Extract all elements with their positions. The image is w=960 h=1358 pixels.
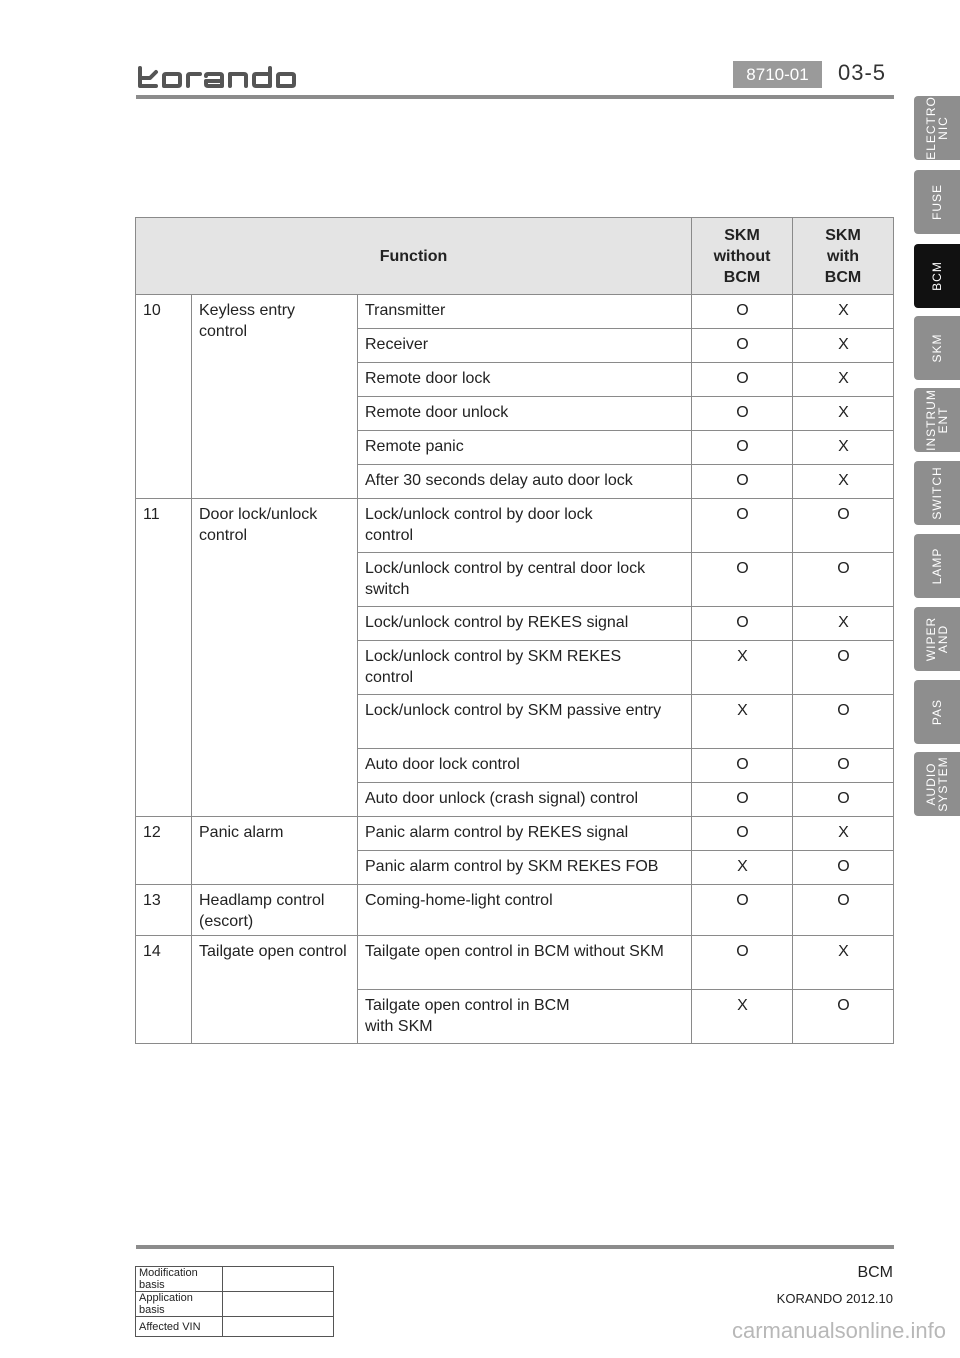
- tab-label: SKM: [930, 333, 944, 363]
- tab-label: FUSE: [930, 183, 944, 221]
- value-skm-without-bcm: X: [692, 641, 793, 695]
- value-skm-without-bcm: X: [692, 695, 793, 749]
- value-skm-with-bcm: O: [793, 553, 894, 607]
- table-row: [136, 936, 894, 990]
- function-name: Tailgate open control: [192, 936, 358, 1044]
- value-skm-with-bcm: X: [793, 295, 894, 329]
- table-row: [136, 885, 894, 936]
- value-skm-with-bcm: O: [793, 783, 894, 817]
- tab-switch[interactable]: [914, 461, 960, 525]
- modbox-label: Affected VIN: [136, 1317, 223, 1337]
- value-skm-with-bcm: O: [793, 749, 894, 783]
- function-description: Remote door unlock: [358, 397, 692, 431]
- function-name: Keyless entry control: [192, 295, 358, 499]
- tab-electronic[interactable]: [914, 96, 960, 160]
- value-skm-with-bcm: O: [793, 885, 894, 936]
- function-description: Tailgate open control in BCM without SKM: [358, 936, 692, 990]
- tab-skm[interactable]: [914, 316, 960, 380]
- tab-label: INSTRUM ENT: [924, 389, 950, 451]
- function-description: Panic alarm control by REKES signal: [358, 817, 692, 851]
- function-number: 10: [136, 295, 192, 499]
- value-skm-without-bcm: X: [692, 851, 793, 885]
- value-skm-without-bcm: O: [692, 363, 793, 397]
- function-description: Tailgate open control in BCM with SKM: [358, 990, 692, 1044]
- header-divider: [136, 95, 894, 99]
- table-row: [136, 817, 894, 851]
- function-description: Lock/unlock control by central door lock switch: [358, 553, 692, 607]
- value-skm-without-bcm: O: [692, 431, 793, 465]
- function-table: [135, 217, 894, 1044]
- value-skm-with-bcm: X: [793, 465, 894, 499]
- function-number: 11: [136, 499, 192, 817]
- function-description: Auto door unlock (crash signal) control: [358, 783, 692, 817]
- table-row: [136, 295, 894, 329]
- tab-label: ELECTRO NIC: [924, 96, 950, 160]
- function-number: 13: [136, 885, 192, 936]
- value-skm-without-bcm: O: [692, 936, 793, 990]
- function-name: Headlamp control (escort): [192, 885, 358, 936]
- tab-label: BCM: [930, 261, 944, 291]
- value-skm-without-bcm: X: [692, 990, 793, 1044]
- value-skm-without-bcm: O: [692, 749, 793, 783]
- value-skm-with-bcm: X: [793, 431, 894, 465]
- value-skm-without-bcm: O: [692, 607, 793, 641]
- tab-label: AUDIO SYSTEM: [924, 756, 950, 812]
- tab-instrument[interactable]: [914, 388, 960, 452]
- modification-box: [135, 1266, 334, 1337]
- function-description: Lock/unlock control by SKM passive entry: [358, 695, 692, 749]
- table-row: [136, 499, 894, 553]
- header-skm-without-bcm: SKM without BCM: [692, 218, 793, 295]
- value-skm-without-bcm: O: [692, 499, 793, 553]
- footer-divider: [136, 1245, 894, 1249]
- tab-audiosystem[interactable]: [914, 752, 960, 816]
- value-skm-without-bcm: O: [692, 397, 793, 431]
- function-description: Lock/unlock control by SKM REKES control: [358, 641, 692, 695]
- value-skm-without-bcm: O: [692, 329, 793, 363]
- section-code-badge: 8710-01: [733, 61, 822, 88]
- value-skm-with-bcm: X: [793, 397, 894, 431]
- function-name: Door lock/unlock control: [192, 499, 358, 817]
- value-skm-with-bcm: X: [793, 329, 894, 363]
- function-description: Auto door lock control: [358, 749, 692, 783]
- function-description: Coming-home-light control: [358, 885, 692, 936]
- header-skm-with-bcm: SKM with BCM: [793, 218, 894, 295]
- value-skm-with-bcm: X: [793, 363, 894, 397]
- tab-pas[interactable]: [914, 680, 960, 744]
- page-number: 03-5: [838, 60, 887, 85]
- footer-section-title: BCM: [857, 1264, 893, 1281]
- value-skm-without-bcm: O: [692, 465, 793, 499]
- value-skm-with-bcm: O: [793, 499, 894, 553]
- function-description: Remote panic: [358, 431, 692, 465]
- tab-label: WIPER AND: [924, 616, 950, 662]
- function-description: Lock/unlock control by door lock control: [358, 499, 692, 553]
- tab-label: SWITCH: [930, 466, 944, 520]
- value-skm-with-bcm: O: [793, 990, 894, 1044]
- tab-wiperand[interactable]: [914, 607, 960, 671]
- modbox-label: Modification basis: [136, 1267, 223, 1292]
- value-skm-with-bcm: O: [793, 695, 894, 749]
- value-skm-without-bcm: O: [692, 553, 793, 607]
- value-skm-with-bcm: O: [793, 851, 894, 885]
- value-skm-without-bcm: O: [692, 295, 793, 329]
- tab-bcm[interactable]: [914, 244, 960, 308]
- korando-logo: [136, 64, 316, 92]
- function-number: 14: [136, 936, 192, 1044]
- function-name: Panic alarm: [192, 817, 358, 885]
- value-skm-without-bcm: O: [692, 817, 793, 851]
- modbox-label: Application basis: [136, 1292, 223, 1317]
- function-description: Receiver: [358, 329, 692, 363]
- function-number: 12: [136, 817, 192, 885]
- tab-label: LAMP: [930, 547, 944, 585]
- function-description: After 30 seconds delay auto door lock: [358, 465, 692, 499]
- watermark: carmanualsonline.info: [731, 1318, 946, 1343]
- tab-fuse[interactable]: [914, 170, 960, 234]
- tab-lamp[interactable]: [914, 534, 960, 598]
- value-skm-with-bcm: X: [793, 936, 894, 990]
- function-description: Panic alarm control by SKM REKES FOB: [358, 851, 692, 885]
- modbox-value: [223, 1292, 334, 1317]
- modbox-value: [223, 1267, 334, 1292]
- function-description: Remote door lock: [358, 363, 692, 397]
- modbox-value: [223, 1317, 334, 1337]
- footer-model-date: KORANDO 2012.10: [776, 1291, 893, 1306]
- value-skm-with-bcm: X: [793, 817, 894, 851]
- value-skm-without-bcm: O: [692, 783, 793, 817]
- function-description: Lock/unlock control by REKES signal: [358, 607, 692, 641]
- value-skm-without-bcm: O: [692, 885, 793, 936]
- function-description: Transmitter: [358, 295, 692, 329]
- value-skm-with-bcm: X: [793, 607, 894, 641]
- tab-label: PAS: [930, 698, 944, 726]
- value-skm-with-bcm: O: [793, 641, 894, 695]
- header-function: Function: [136, 218, 692, 295]
